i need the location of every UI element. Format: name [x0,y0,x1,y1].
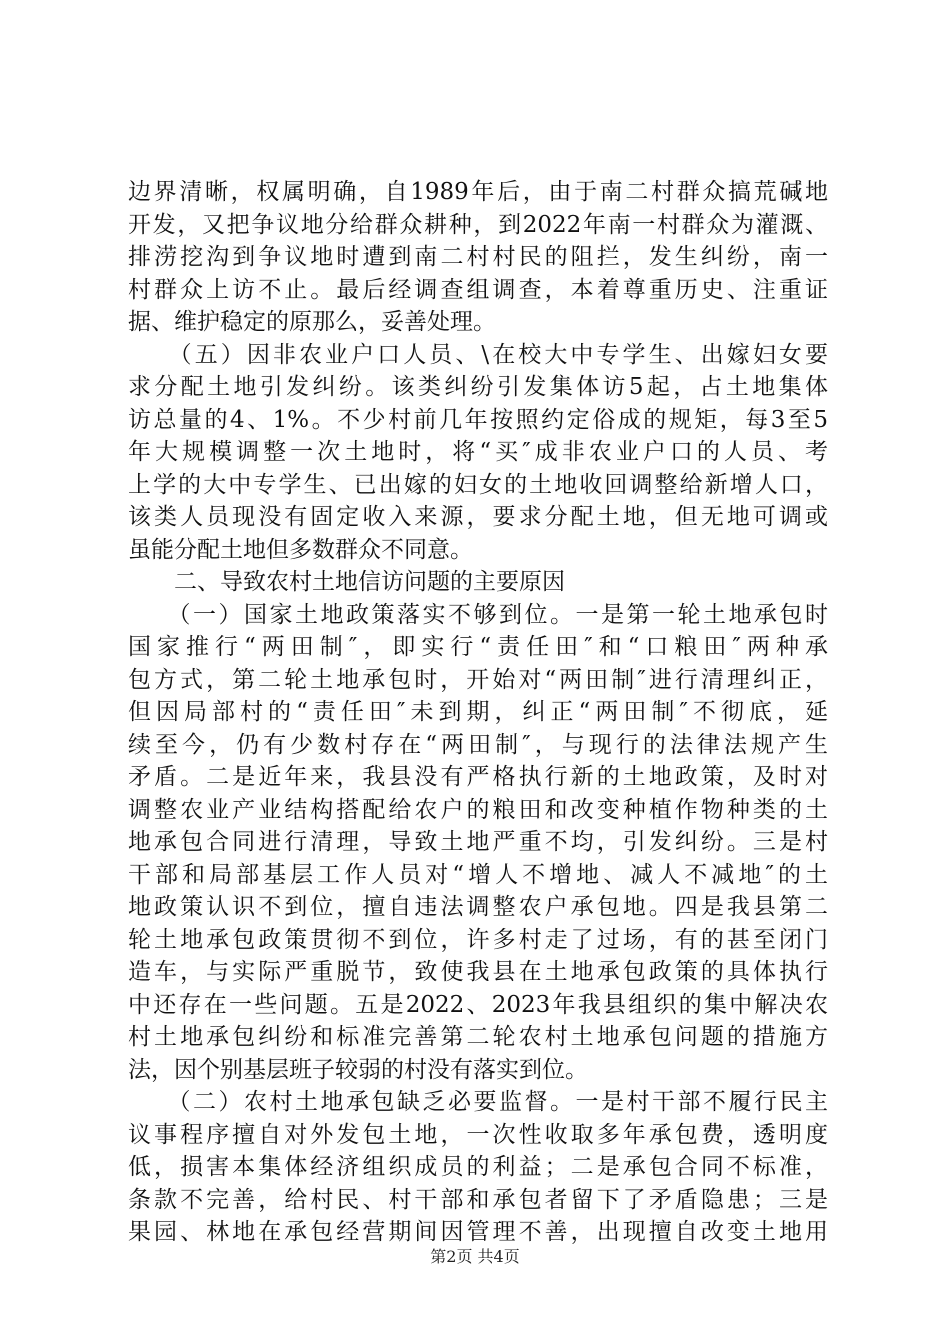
text-line: 果园、林地在承包经营期间因管理不善，出现擅自改变土地用 [128,1219,828,1245]
text-line: 干部和局部基层工作人员对“增人不增地、减人不减地″的土 [128,861,828,888]
text-line: 地政策认识不到位，擅自违法调整农户承包地。四是我县第二 [128,894,828,920]
text-line: 年大规模调整一次土地时，将“买″成非农业户口的人员、考 [128,439,828,465]
text-line: 虽能分配土地但多数群众不同意。 [128,536,473,563]
text-line: 法，因个别基层班子较弱的村没有落实到位。 [128,1056,588,1083]
text-line: 轮土地承包政策贯彻不到位，许多村走了过场，有的甚至闭门 [128,926,828,953]
text-line: （二）农村土地承包缺乏必要监督。一是村干部不履行民主 [128,1089,828,1115]
text-line: 议事程序擅自对外发包土地，一次性收取多年承包费，透明度 [128,1121,828,1148]
text-line: 据、维护稳定的原那么，妥善处理。 [128,309,496,335]
text-line: 国家推行“两田制″，即实行“责任田″和“口粮田″两种承 [128,634,828,660]
page-footer [0,1244,950,1267]
text-line: 村群众上访不止。最后经调查组调查，本着尊重历史、注重证 [128,276,828,303]
text-line: 二、导致农村土地信访问题的主要原因 [128,569,565,595]
text-line: 造车，与实际严重脱节，致使我县在土地承包政策的具体执行 [128,959,828,985]
text-line: 但因局部村的“责任田″未到期，纠正“两田制″不彻底，延 [128,699,828,725]
text-line: 地承包合同进行清理，导致土地严重不均，引发纠纷。三是村 [128,829,828,855]
text-line: 上学的大中专学生、已出嫁的妇女的土地收回调整给新增人口， [128,471,828,498]
text-line: 低，损害本集体经济组织成员的利益；二是承包合同不标准， [128,1154,828,1180]
text-line: 村土地承包纠纷和标准完善第二轮农村土地承包问题的措施方 [128,1024,828,1050]
text-line: 边界清晰，权属明确，自1989年后，由于南二村群众搞荒碱地 [128,179,828,205]
text-line: 排涝挖沟到争议地时遭到南二村村民的阻拦，发生纠纷，南一 [128,244,828,270]
text-line: 条款不完善，给村民、村干部和承包者留下了矛盾隐患；三是 [128,1186,828,1213]
document-body [128,176,828,1249]
text-line: 开发，又把争议地分给群众耕种，到2022年南一村群众为灌溉、 [128,211,828,238]
text-line: 中还存在一些问题。五是2022、2023年我县组织的集中解决农 [128,991,828,1018]
text-line: 续至今，仍有少数村存在“两田制″，与现行的法律法规产生 [128,731,828,758]
text-line: 访总量的4、1%。不少村前几年按照约定俗成的规矩，每3至5 [128,406,828,433]
text-line: （一）国家土地政策落实不够到位。一是第一轮土地承包时 [128,601,828,628]
text-line: 包方式，第二轮土地承包时，开始对“两田制″进行清理纠正， [128,666,828,693]
text-line: 求分配土地引发纠纷。该类纠纷引发集体访5起，占土地集体 [128,374,828,400]
text-line: （五）因非农业户口人员、\在校大中专学生、出嫁妇女要 [128,341,828,368]
text-line: 矛盾。二是近年来，我县没有严格执行新的土地政策，及时对 [128,764,828,790]
page-number: 第2页 共4页 [430,1247,520,1266]
text-line: 调整农业产业结构搭配给农户的粮田和改变种植作物种类的土 [128,796,828,823]
text-line: 该类人员现没有固定收入来源，要求分配土地，但无地可调或 [128,504,828,530]
